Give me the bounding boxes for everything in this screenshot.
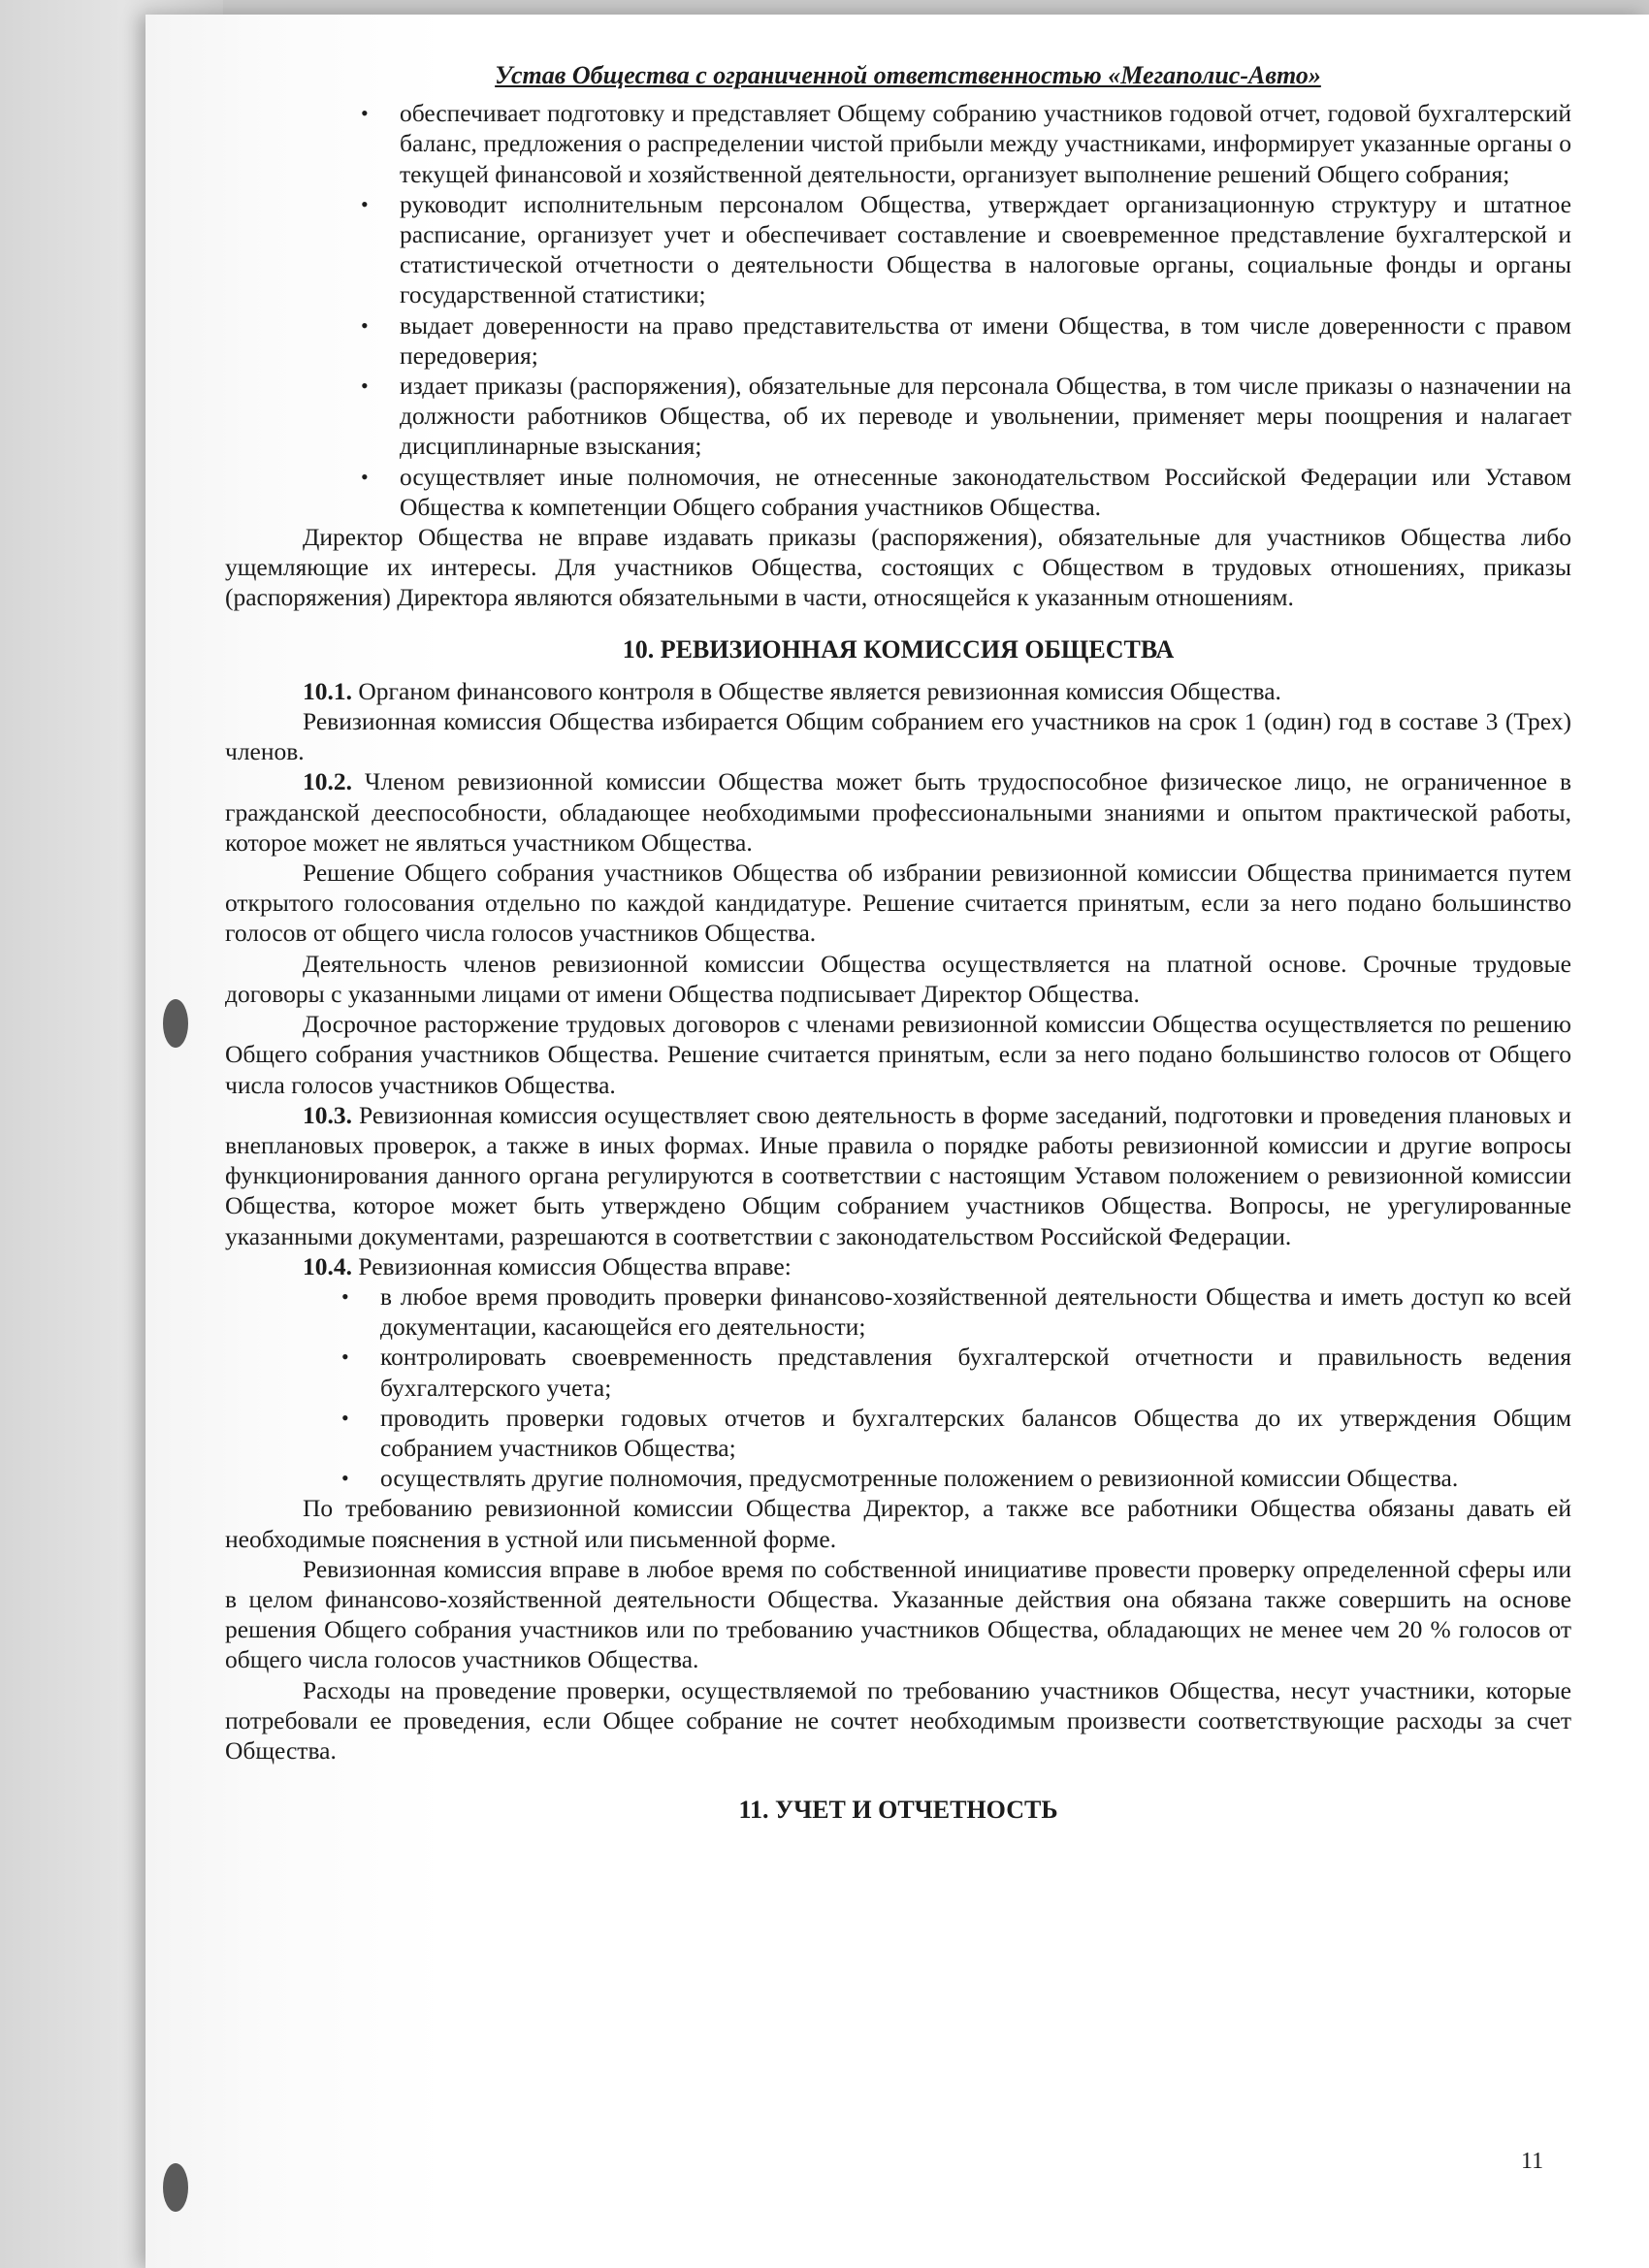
director-duties-list	[50, 98, 1571, 522]
bullet-icon: •	[361, 312, 369, 338]
list-item: • обеспечивает подготовку и представляет Общему собранию участников годовой отчет, годовой бухгалтерский баланс, предложения о распределении чистой прибыли между участниками, информирует указанные органы о текущей финансовой и хозяйственной деятельности, организует выполнение решений Общего собрания;	[361, 99, 1571, 188]
paragraph-10-3: 10.3. Ревизионная комиссия осуществляет свою деятельность в форме заседаний, подготовки и проведения плановых и внеплановых проверок, а также в иных формах. Иные правила о порядке работы ревизионной комиссии и другие вопросы функционирования данного органа регулируются в соответствии с настоящим Уставом положением о ревизионной комиссии Общества, которое может быть утверждено Общим собранием участников Общества. Вопросы, не урегулированные указанными документами, разрешаются в соответствии с законодательством Российской Федерации.	[225, 1100, 1571, 1250]
bullet-icon: •	[361, 101, 369, 126]
list-item: • проводить проверки годовых отчетов и бухгалтерских балансов Общества до их утверждения Общим собранием участников Общества;	[341, 1403, 1571, 1462]
bullet-icon: •	[341, 1283, 349, 1309]
punch-hole	[163, 999, 188, 1048]
paragraph-director-restrictions: Директор Общества не вправе издавать приказы (распоряжения), обязательные для участников Общества либо ущемляющие их интересы. Для участников Общества, состоящих с Обществом в трудовых отношениях, приказы (распоряжения) Директора являются обязательными в части, относящейся к указанным отношениям.	[225, 523, 1571, 612]
list-item: • осуществлять другие полномочия, предусмотренные положением о ревизионной комиссии Общества.	[341, 1464, 1459, 1493]
punch-hole	[163, 2163, 188, 2212]
paragraph-10-1: 10.1. Органом финансового контроля в Обществе является ревизионная комиссия Общества.	[303, 676, 1281, 705]
bullet-icon: •	[361, 373, 369, 399]
list-item: • выдает доверенности на право представительства от имени Общества, в том числе доверенности с правом передоверия;	[361, 310, 1571, 370]
audit-rights-list	[109, 1281, 1571, 1493]
paragraph-10-1-election: Ревизионная комиссия Общества избирается Общим собранием его участников на срок 1 (один) год в составе 3 (Трех) членов.	[225, 707, 1571, 766]
paragraph-10-2-termination: Досрочное расторжение трудовых договоров с членами ревизионной комиссии Общества осуществляется по решению Общего собрания участников Общества. Решение считается принятым, если за него подано большинство голосов от Общего числа голосов участников Общества.	[225, 1010, 1571, 1099]
bullet-icon: •	[341, 1405, 349, 1430]
section-11-title: 11. УЧЕТ И ОТЧЕТНОСТЬ	[738, 1796, 1058, 1825]
bullet-icon: •	[341, 1345, 349, 1370]
list-item: • контролировать своевременность представления бухгалтерской отчетности и правильность ведения бухгалтерского учета;	[341, 1343, 1571, 1402]
paragraph-10-2-paid-basis: Деятельность членов ревизионной комиссии Общества осуществляется на платной основе. Срочные трудовые договоры с указанными лицами от имени Общества подписывает Директор Общества.	[225, 949, 1571, 1008]
list-item: • руководит исполнительным персоналом Общества, утверждает организационную структуру и штатное расписание, организует учет и обеспечивает составление и своевременное представление бухгалтерской и статистической отчетности о деятельности Общества в налоговые органы, социальные фонды и органы государственной статистики;	[361, 189, 1571, 309]
bullet-icon: •	[341, 1466, 349, 1491]
list-item: • в любое время проводить проверки финансово-хозяйственной деятельности Общества и иметь доступ ко всей документации, касающейся его деятельности;	[341, 1281, 1571, 1342]
bullet-icon: •	[361, 464, 369, 489]
bullet-icon: •	[361, 191, 369, 216]
paragraph-10-4: 10.4. Ревизионная комиссия Общества вправе:	[303, 1251, 792, 1280]
document-body	[225, 60, 1571, 1836]
section-10-title: 10. РЕВИЗИОННАЯ КОМИССИЯ ОБЩЕСТВА	[622, 634, 1175, 664]
page-number: 11	[1521, 2149, 1544, 2174]
paragraph-10-2-voting: Решение Общего собрания участников Общества об избрании ревизионной комиссии Общества принимается путем открытого голосования отдельно по каждой кандидатуре. Решение считается принятым, если за него подано большинство голосов от общего числа голосов участников Общества.	[225, 859, 1571, 948]
paragraph-10-2: 10.2. Членом ревизионной комиссии Общества может быть трудоспособное физическое лицо, не ограниченное в гражданской дееспособности, обладающее необходимыми профессиональными знаниями и опытом практической работы, которое может не являться участником Общества.	[225, 767, 1571, 857]
list-item: • издает приказы (распоряжения), обязательные для персонала Общества, в том числе приказы о назначении на должности работников Общества, об их переводе и увольнении, применяет меры поощрения и налагает дисциплинарные взыскания;	[361, 372, 1571, 461]
paragraph-explanations: По требованию ревизионной комиссии Общества Директор, а также все работники Общества обязаны давать ей необходимые пояснения в устной или письменной форме.	[225, 1494, 1571, 1553]
list-item: • осуществляет иные полномочия, не отнесенные законодательством Российской Федерации или Уставом Общества к компетенции Общего собрания участников Общества.	[361, 462, 1571, 521]
paragraph-initiative-audit: Ревизионная комиссия вправе в любое время по собственной инициативе провести проверку определенной сферы или в целом финансово-хозяйственной деятельности Общества. Указанные действия она обязана также совершить на основе решения Общего собрания участников или по требованию участников Общества, обладающих не менее чем 20 % голосов от общего числа голосов участников Общества.	[225, 1554, 1571, 1674]
paragraph-audit-expenses: Расходы на проведение проверки, осуществляемой по требованию участников Общества, несут участники, которые потребовали ее проведения, если Общее собрание не сочтет необходимым произвести соответствующие расходы за счет Общества.	[225, 1675, 1571, 1765]
document-header: Устав Общества с ограниченной ответственностью «Мегаполис-Авто»	[495, 61, 1321, 89]
